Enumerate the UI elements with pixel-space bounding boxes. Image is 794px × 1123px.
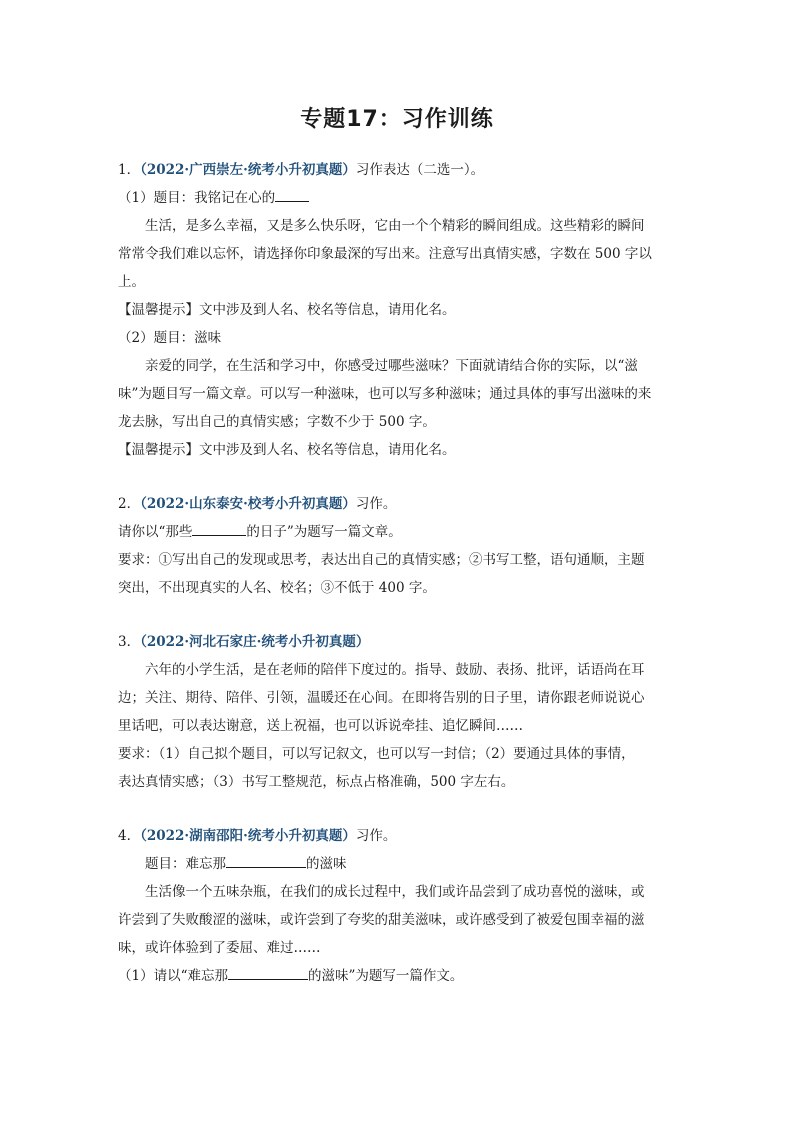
paragraph-line: 边；关注、期待、陪伴、引领，温暖还在心间。在即将告别的日子里，请你跟老师说说心	[118, 690, 645, 706]
question-source: （2022·河北石家庄·统考小升初真题）	[140, 634, 370, 650]
question-number: 2．	[118, 496, 141, 512]
paragraph-line: 龙去脉，写出自己的真情实感；字数不少于 500 字。	[118, 414, 436, 430]
paragraph-line: 许尝到了失败酸涩的滋味，或许尝到了夸奖的甜美滋味，或许感受到了被爱包围幸福的滋	[118, 912, 645, 928]
question-lead: 习作。	[355, 828, 397, 844]
fill-blank	[228, 965, 308, 980]
question-number: 3．	[118, 634, 141, 650]
question-source: （2022·广西崇左·统考小升初真题）	[140, 162, 356, 178]
question-2-header	[118, 490, 678, 518]
requirement-line: 突出，不出现真实的人名、校名；③不低于 400 字。	[118, 580, 436, 596]
question-4-topic: 题目：难忘那 的滋味	[118, 850, 678, 878]
question-number: 1．	[118, 162, 141, 178]
question-number: 4．	[118, 828, 141, 844]
paragraph-line: 生活，是多么幸福，又是多么快乐呀，它由一个个精彩的瞬间组成。这些精彩的瞬间	[145, 218, 645, 234]
page-title: 专题17：习作训练	[300, 107, 494, 132]
paragraph-line: 常常令我们难以忘怀，请选择你印象最深的写出来。注意写出真情实感，字数在 500 字以	[118, 246, 652, 262]
requirement-line: 要求：（1）自己拟个题目，可以写记叙文，也可以写一封信；（2）要通过具体的事情，	[118, 746, 635, 762]
question-4-subprompt: （1）请以“难忘那 的滋味”为题写一篇作文。	[118, 962, 678, 990]
paragraph-line: 生活像一个五味杂瓶，在我们的成长过程中，我们或许品尝到了成功喜悦的滋味，或	[145, 884, 645, 900]
question-1-header	[118, 156, 678, 184]
tip-text: 【温馨提示】文中涉及到人名、校名等信息，请用化名。	[118, 442, 456, 458]
paragraph-line: 上。	[118, 274, 145, 290]
paragraph-line: 亲爱的同学，在生活和学习中，你感受过哪些滋味？下面就请结合你的实际，以“滋	[145, 358, 638, 374]
question-4-header	[118, 822, 678, 850]
question-1-topic-2: （2）题目：滋味	[118, 330, 222, 346]
fill-blank	[275, 187, 309, 202]
question-3-header	[118, 628, 678, 656]
paragraph-line: 六年的小学生活，是在老师的陪伴下度过的。指导、鼓励、表扬、批评，话语尚在耳	[145, 662, 645, 678]
question-2-prompt: 请你以“那些 的日子”为题写一篇文章。	[118, 518, 678, 546]
question-source: （2022·山东泰安·校考小升初真题）	[140, 496, 356, 512]
paragraph-line: 味，或许体验到了委屈、难过……	[118, 940, 321, 956]
fill-blank	[192, 521, 246, 536]
requirement-line: 要求：①写出自己的发现或思考，表达出自己的真情实感；②书写工整，语句通顺，主题	[118, 552, 645, 568]
paragraph-line: 味”为题目写一篇文章。可以写一种滋味，也可以写多种滋味；通过具体的事写出滋味的来	[118, 386, 652, 402]
document-body	[118, 156, 678, 990]
tip-text: 【温馨提示】文中涉及到人名、校名等信息，请用化名。	[118, 302, 456, 318]
fill-blank	[226, 853, 306, 868]
question-source: （2022·湖南邵阳·统考小升初真题）	[140, 828, 356, 844]
question-lead: 习作表达（二选一）。	[355, 162, 485, 178]
question-1-topic-1: （1）题目：我铭记在心的	[118, 184, 678, 212]
paragraph-line: 里话吧，可以表达谢意，送上祝福，也可以诉说牵挂、追忆瞬间……	[118, 718, 523, 734]
question-lead: 习作。	[355, 496, 397, 512]
requirement-line: 表达真情实感；（3）书写工整规范，标点占格准确，500 字左右。	[118, 774, 515, 790]
